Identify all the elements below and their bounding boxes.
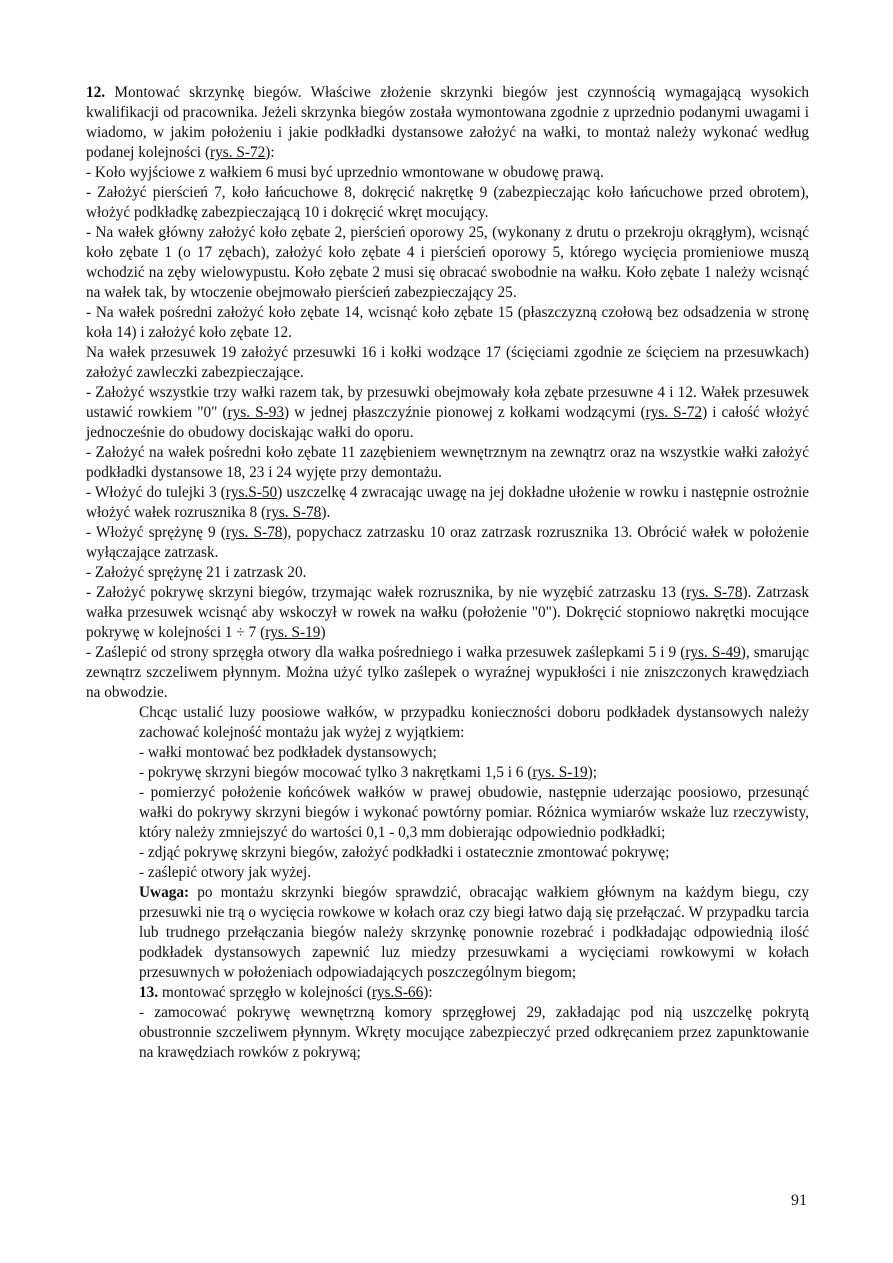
paragraph [86,223,809,303]
text-run: ): [265,144,275,161]
text-run: ): [423,984,433,1001]
text-run: - Na wałek pośredni założyć koło zębate 14, wcisnąć koło zębate 15 (płaszczyzną czołową bez odsadzenia w stronę koła 14) i założyć koło zębate 12. [86,304,809,341]
text-run: - zamocować pokrywę wewnętrzną komory sprzęgłowej 29, zakładając pod nią uszczelkę pokrytą obustronnie szczeliwem płynnym. Wkręty mocujące zabezpieczyć przed odkręcaniem przez zapunktowanie na krawędziach rowków z pokrywą; [139,1004,809,1061]
figure-reference: rys. S-93 [227,404,284,421]
text-run: - wałki montować bez podkładek dystansowych; [139,744,437,761]
paragraph [86,383,809,443]
figure-reference: rys. S-19 [532,764,588,781]
text-run: - Włożyć do tulejki 3 ( [86,484,226,501]
paragraph [86,483,809,523]
text-run: - Na wałek główny założyć koło zębate 2, pierścień oporowy 25, (wykonany z drutu o przekroju okrągłym), wcisnąć koło zębate 1 (o 17 zębach), założyć koło zębate 4 i pierścień oporowy 5, którego wycięcia promieniowe muszą wchodzić na zęby wielowypustu. Koło zębate 2 musi się obracać swobodnie na wałku. Koło zębate 1 należy wcisnąć na wałek tak, by wtoczenie obejmowało pierścień zabezpieczający 25. [86,224,809,301]
text-run: ) uszczelkę 4 zwracając uwagę na jej dokładne ułożenie w rowku i następnie ostrożnie włożyć wałek rozrusznika 8 ( [86,484,809,521]
text-run: - zdjąć pokrywę skrzyni biegów, założyć podkładki i ostatecznie zmontować pokrywę; [139,844,670,861]
paragraph [139,743,809,763]
text-run: ), smarując zewnątrz szczeliwem płynnym. Można użyć tylko zaślepek o wyraźnej wypukłości i nie zniszczonych krawędziach na obwodzie. [86,644,809,701]
text-run: - Założyć wszystkie trzy wałki razem tak, by przesuwki obejmowały koła zębate przesuwne 4 i 12. Wałek przesuwek ustawić rowkiem "0" ( [86,384,809,421]
figure-reference: rys. S-78 [266,504,322,521]
figure-reference: rys. S-78 [225,524,283,541]
paragraph [139,1003,809,1063]
text-run: - Założyć na wałek pośredni koło zębate 11 zazębieniem wewnętrznym na zewnątrz oraz na wszystkie wałki założyć podkładki dystansowe 18, 23 i 24 wyjęte przy demontażu. [86,444,809,481]
paragraph [86,523,809,563]
text-run: ) [320,624,326,641]
paragraph [86,443,809,483]
text-run: ); [587,764,597,781]
paragraph [86,643,809,703]
paragraph [139,883,809,983]
bold-label: 13. [139,984,159,1001]
figure-reference: rys. S-72 [645,404,703,421]
text-run: ) i całość włożyć jednocześnie do obudowy dociskając wałki do oporu. [86,404,809,441]
text-run: Na wałek przesuwek 19 założyć przesuwki 16 i kołki wodzące 17 (ścięciami zgodnie ze ścięciem na przesuwkach) założyć zawleczki zabezpieczające. [86,344,809,381]
paragraph [86,183,809,223]
paragraph [139,863,809,883]
paragraph [139,783,809,843]
paragraph [139,843,809,863]
text-run: - Włożyć sprężynę 9 ( [86,524,226,541]
bold-label: Uwaga: [139,884,190,901]
text-run: ) w jednej płaszczyźnie pionowej z kołkami wodzącymi ( [284,404,646,421]
text-run: - pokrywę skrzyni biegów mocować tylko 3 nakrętkami 1,5 i 6 ( [139,764,533,781]
paragraph [139,703,809,743]
text-run: Chcąc ustalić luzy poosiowe wałków, w przypadku konieczności doboru podkładek dystansowych należy zachować kolejność montażu jak wyżej z wyjątkiem: [139,704,809,741]
paragraph [86,303,809,343]
text-run: ), popychacz zatrzasku 10 oraz zatrzask rozrusznika 13. Obrócić wałek w położenie wyłączające zatrzask. [86,524,809,561]
text-run: - Założyć sprężynę 21 i zatrzask 20. [86,564,307,581]
page-body [86,83,809,1063]
bold-label: 12. [86,84,106,101]
text-run: - Założyć pierścień 7, koło łańcuchowe 8, dokręcić nakrętkę 9 (zabezpieczając koło łańcuchowe przed obrotem), włożyć podkładkę zabezpieczającą 10 i dokręcić wkręt mocujący. [86,184,809,221]
text-run: - Założyć pokrywę skrzyni biegów, trzymając wałek rozrusznika, by nie wyzębić zatrzasku 13 ( [86,584,687,601]
paragraph [139,763,809,783]
text-run: po montażu skrzynki biegów sprawdzić, obracając wałkiem głównym na każdym biegu, czy przesuwki nie trą o wycięcia rowkowe w kołach oraz czy biegi łatwo dają się przełączać. W przypadku tarcia lub trudnego przełączania biegów należy skrzynkę ponownie rozebrać i podkładając odpowiednią ilość podkładek dystansowych zapewnić luz miedzy przesuwkami a wycięciami rowkowymi w kołach przesuwnych w położeniach odpowiadających poszczególnym biegom; [139,884,809,981]
text-run: - Zaślepić od strony sprzęgła otwory dla wałka pośredniego i wałka przesuwek zaślepkami 5 i 9 ( [86,644,686,661]
text-run: - pomierzyć położenie końcówek wałków w prawej obudowie, następnie uderzając poosiowo, przesunąć wałki do pokrywy skrzyni biegów i wykonać powtórny pomiar. Różnica wymiarów wskaże luz rzeczywisty, który należy zmniejszyć do wartości 0,1 - 0,3 mm dobierając odpowiednio podkładki; [139,784,809,841]
text-run: ). Zatrzask wałka przesuwek wcisnąć aby wskoczył w rowek na wałku (położenie "0"). Dokręcić stopniowo nakrętki mocujące pokrywę w kolejności 1 ÷ 7 ( [86,584,810,641]
figure-reference: rys. S-72 [210,144,266,161]
paragraph [86,563,809,583]
figure-reference: rys.S-66 [371,984,424,1001]
figure-reference: rys. S-78 [686,584,743,601]
figure-reference: rys. S-19 [265,624,321,641]
text-run: - Koło wyjściowe z wałkiem 6 musi być uprzednio wmontowane w obudowę prawą. [86,164,604,181]
paragraph [86,83,809,163]
paragraph [86,343,809,383]
text-run: ). [321,504,331,521]
paragraph [86,163,809,183]
text-run: Montować skrzynkę biegów. Właściwe złożenie skrzynki biegów jest czynnością wymagającą wysokich kwalifikacji od pracownika. Jeżeli skrzynka biegów została wymontowana zgodnie z uprzednio podanymi uwagami i wiadomo, w jakim położeniu i jakie podkładki dystansowe założyć na wałki, to montaż należy wykonać według podanej kolejności ( [86,84,809,161]
text-run: - zaślepić otwory jak wyżej. [139,864,312,881]
text-run: montować sprzęgło w kolejności ( [158,984,372,1001]
figure-reference: rys. S-49 [685,644,741,661]
figure-reference: rys.S-50 [225,484,278,501]
paragraph [86,583,809,643]
page-number: 91 [791,1192,807,1209]
paragraph [139,983,809,1003]
